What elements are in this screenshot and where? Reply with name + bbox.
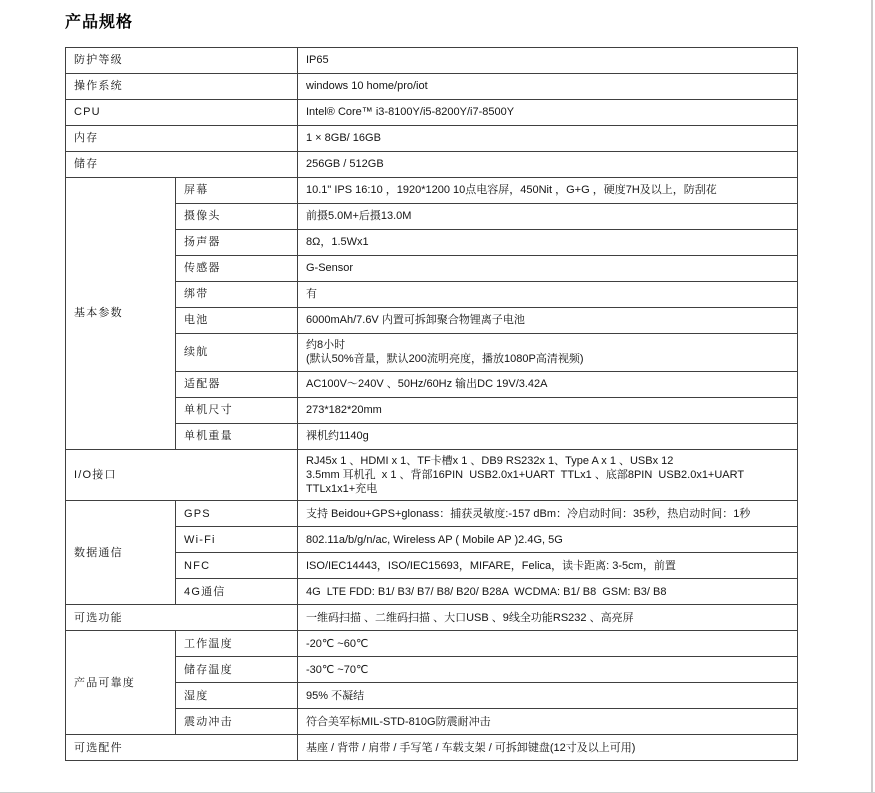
value-line: 802.11a/b/g/n/ac, Wireless AP ( Mobile AP )2.4G, 5G bbox=[306, 533, 563, 546]
value-line: 一维码扫描 、二维码扫描 、大口USB 、9线全功能RS232 、高亮屏 bbox=[306, 611, 634, 624]
row-value-cell bbox=[298, 230, 798, 256]
row-label-cell: CPU bbox=[66, 100, 298, 126]
value-line: 256GB / 512GB bbox=[306, 158, 384, 171]
row-label-cell: 防护等级 bbox=[66, 48, 298, 74]
sub-label-cell: 扬声器 bbox=[176, 230, 298, 256]
spec-sub-row bbox=[66, 371, 798, 397]
spec-row bbox=[66, 605, 798, 631]
spec-sub-row bbox=[66, 204, 798, 230]
row-value-cell bbox=[298, 423, 798, 449]
sub-label-cell: 震动冲击 bbox=[176, 709, 298, 735]
spec-sub-row bbox=[66, 683, 798, 709]
value-line: 1 × 8GB/ 16GB bbox=[306, 132, 381, 145]
sub-label-cell: 电池 bbox=[176, 308, 298, 334]
row-value-cell bbox=[298, 527, 798, 553]
page-title: 产品规格 bbox=[65, 14, 134, 31]
spec-sub-row bbox=[66, 178, 798, 204]
value-line: 8Ω，1.5Wx1 bbox=[306, 236, 369, 249]
sub-label-cell: 续航 bbox=[176, 334, 298, 372]
value-line: IP65 bbox=[306, 54, 329, 67]
row-value-cell bbox=[298, 683, 798, 709]
spec-sub-row bbox=[66, 527, 798, 553]
spec-sub-row bbox=[66, 308, 798, 334]
spec-row bbox=[66, 126, 798, 152]
spec-sub-row bbox=[66, 423, 798, 449]
value-line: (默认50%音量，默认200流明亮度，播放1080P高清视频) bbox=[306, 353, 584, 366]
row-value-cell bbox=[298, 178, 798, 204]
row-value-cell bbox=[298, 735, 798, 761]
group-label-cell: 产品可靠度 bbox=[66, 631, 176, 735]
sub-label-cell: 绑带 bbox=[176, 282, 298, 308]
value-line: 4G LTE FDD: B1/ B3/ B7/ B8/ B20/ B28A WCDMA: B1/ B8 GSM: B3/ B8 bbox=[306, 585, 667, 598]
sub-label-cell: 传感器 bbox=[176, 256, 298, 282]
row-value-cell bbox=[298, 501, 798, 527]
value-line: AC100V～240V 、50Hz/60Hz 输出DC 19V/3.42A bbox=[306, 377, 548, 390]
row-value-cell bbox=[298, 371, 798, 397]
row-value-cell bbox=[298, 256, 798, 282]
value-line: windows 10 home/pro/iot bbox=[306, 80, 428, 93]
row-value-cell bbox=[298, 204, 798, 230]
spec-sub-row bbox=[66, 501, 798, 527]
row-label-cell: 操作系统 bbox=[66, 74, 298, 100]
spec-row bbox=[66, 449, 798, 501]
sub-label-cell: Wi-Fi bbox=[176, 527, 298, 553]
spec-row bbox=[66, 74, 798, 100]
spec-sub-row bbox=[66, 282, 798, 308]
spec-sub-row bbox=[66, 334, 798, 372]
value-line: -20℃ ~60℃ bbox=[306, 637, 369, 650]
sub-label-cell: NFC bbox=[176, 553, 298, 579]
row-value-cell bbox=[298, 605, 798, 631]
spec-row bbox=[66, 48, 798, 74]
sub-label-cell: 工作温度 bbox=[176, 631, 298, 657]
row-value-cell bbox=[298, 282, 798, 308]
spec-row bbox=[66, 735, 798, 761]
sub-label-cell: 储存温度 bbox=[176, 657, 298, 683]
value-line: 约8小时 bbox=[306, 339, 346, 351]
row-value-cell bbox=[298, 48, 798, 74]
row-label-cell: 储存 bbox=[66, 152, 298, 178]
sub-label-cell: 适配器 bbox=[176, 371, 298, 397]
value-line: 前摄5.0M+后摄13.0M bbox=[306, 210, 412, 223]
group-label-cell: 基本参数 bbox=[66, 178, 176, 450]
row-label-cell: 内存 bbox=[66, 126, 298, 152]
spec-sub-row bbox=[66, 631, 798, 657]
row-value-cell bbox=[298, 449, 798, 501]
row-label-cell: 可选功能 bbox=[66, 605, 298, 631]
spec-table-body bbox=[66, 48, 798, 761]
sub-label-cell: 4G通信 bbox=[176, 579, 298, 605]
value-line: 273*182*20mm bbox=[306, 403, 382, 416]
sub-label-cell: 摄像头 bbox=[176, 204, 298, 230]
value-line: 有 bbox=[306, 288, 317, 301]
value-line: 6000mAh/7.6V 内置可拆卸聚合物锂离子电池 bbox=[306, 314, 525, 327]
row-value-cell bbox=[298, 631, 798, 657]
row-value-cell bbox=[298, 152, 798, 178]
sub-label-cell: 单机重量 bbox=[176, 423, 298, 449]
value-line: 裸机约1140g bbox=[306, 429, 369, 442]
value-line: 符合美军标MIL-STD-810G防震耐冲击 bbox=[306, 715, 491, 728]
value-line: 3.5mm 耳机孔 x 1 、背部16PIN USB2.0x1+UART TTLx1 、底部8PIN USB2.0x1+UART TTLx1x1+充电 bbox=[306, 468, 750, 496]
row-value-cell bbox=[298, 126, 798, 152]
sub-label-cell: GPS bbox=[176, 501, 298, 527]
row-value-cell bbox=[298, 100, 798, 126]
spec-table bbox=[65, 47, 798, 761]
row-value-cell bbox=[298, 709, 798, 735]
row-label-cell: 可选配件 bbox=[66, 735, 298, 761]
value-line: 基座 / 背带 / 肩带 / 手写笔 / 车载支架 / 可拆卸键盘(12寸及以上可用) bbox=[306, 741, 636, 754]
group-label-cell: 数据通信 bbox=[66, 501, 176, 605]
spec-sub-row bbox=[66, 579, 798, 605]
spec-sub-row bbox=[66, 709, 798, 735]
spec-row bbox=[66, 100, 798, 126]
row-value-cell bbox=[298, 397, 798, 423]
spec-sub-row bbox=[66, 256, 798, 282]
row-value-cell bbox=[298, 74, 798, 100]
row-value-cell bbox=[298, 308, 798, 334]
value-line: RJ45x 1 、HDMI x 1、TF卡槽x 1 、DB9 RS232x 1、Type A x 1 、USBx 12 bbox=[306, 454, 674, 467]
value-line: 10.1" IPS 16:10 ，1920*1200 10点电容屏，450Nit ，G+G ，硬度7H及以上，防刮花 bbox=[306, 184, 717, 197]
value-line: G-Sensor bbox=[306, 262, 354, 275]
sub-label-cell: 单机尺寸 bbox=[176, 397, 298, 423]
row-value-cell bbox=[298, 334, 798, 372]
spec-sub-row bbox=[66, 397, 798, 423]
page-edge-line-vertical bbox=[871, 0, 873, 793]
value-line: 95% 不凝结 bbox=[306, 689, 365, 702]
row-label-cell: I/O接口 bbox=[66, 449, 298, 501]
value-line: ISO/IEC14443，ISO/IEC15693，MIFARE，Felica，读卡距离: 3-5cm，前置 bbox=[306, 559, 676, 572]
value-line: -30℃ ~70℃ bbox=[306, 663, 369, 676]
spec-sub-row bbox=[66, 553, 798, 579]
row-value-cell bbox=[298, 657, 798, 683]
row-value-cell bbox=[298, 579, 798, 605]
sub-label-cell: 湿度 bbox=[176, 683, 298, 709]
value-line: Intel® Core™ i3-8100Y/i5-8200Y/i7-8500Y bbox=[306, 106, 515, 119]
sub-label-cell: 屏幕 bbox=[176, 178, 298, 204]
spec-sub-row bbox=[66, 657, 798, 683]
row-value-cell bbox=[298, 553, 798, 579]
value-line: 支持 Beidou+GPS+glonass：捕获灵敏度:-157 dBm：冷启动时间：35秒，热启动时间：1秒 bbox=[306, 507, 751, 520]
spec-sub-row bbox=[66, 230, 798, 256]
spec-row bbox=[66, 152, 798, 178]
